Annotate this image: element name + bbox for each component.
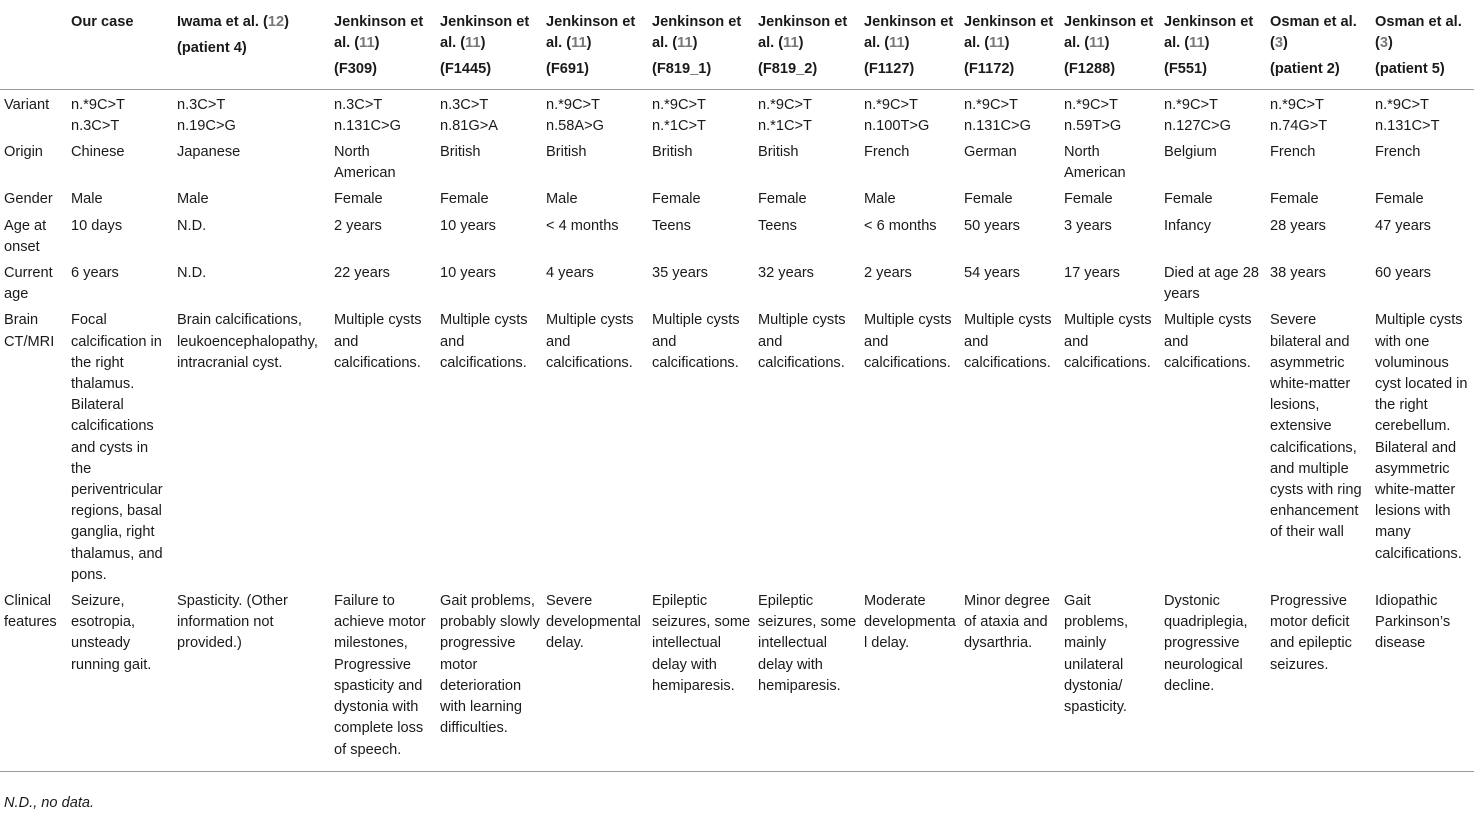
- column-header-subtitle: (patient 5): [1375, 61, 1445, 78]
- table-cell: Multiple cysts and calcifications.: [758, 312, 846, 371]
- table-cell: n.59T>G: [1064, 117, 1122, 134]
- column-header-title: Osman et al. (: [1375, 14, 1462, 52]
- table-cell: French: [1375, 144, 1421, 161]
- table-cell: n.*9C>T: [1064, 96, 1118, 113]
- table-cell: Minor degree of ataxia and dysarthria.: [964, 593, 1050, 652]
- table-cell: n.*9C>T: [71, 96, 125, 113]
- table-cell: Multiple cysts with one voluminous cyst located in the right cerebellum. Bilateral and asymmetric white-matter lesions with many calcifications.: [1375, 312, 1468, 562]
- table-cell: n.*9C>T: [758, 96, 812, 113]
- table-cell: n.3C>T: [177, 96, 226, 113]
- column-header-title: Jenkinson et al. (: [546, 14, 636, 52]
- table-cell: 6 years: [71, 265, 119, 282]
- table-cell: 10 years: [440, 217, 496, 234]
- column-header-title: Osman et al. (: [1270, 14, 1357, 52]
- table-cell: n.3C>T: [334, 96, 383, 113]
- table-cell: Multiple cysts and calcifications.: [334, 312, 422, 371]
- reference-link[interactable]: 11: [1189, 35, 1205, 52]
- table-cell: Progressive motor deficit and epileptic seizures.: [1270, 593, 1352, 673]
- reference-close: ): [692, 35, 698, 52]
- table-cell: North American: [334, 144, 396, 182]
- column-header: [67, 4, 173, 89]
- table-cell: French: [1270, 144, 1316, 161]
- table-cell: Gait problems, mainly unilateral dystonia/ spasticity.: [1064, 593, 1129, 716]
- table-cell: 50 years: [964, 217, 1020, 234]
- table-cell: 60 years: [1375, 265, 1431, 282]
- table-cell: < 6 months: [864, 217, 937, 234]
- table-cell: n.19C>G: [177, 117, 236, 134]
- table-cell: n.*9C>T: [1375, 96, 1429, 113]
- column-header-subtitle: (patient 4): [177, 40, 247, 57]
- table-cell: Teens: [758, 217, 797, 234]
- table-cell: Female: [758, 191, 807, 208]
- reference-link[interactable]: 3: [1274, 35, 1283, 52]
- table-cell: n.58A>G: [546, 117, 605, 134]
- column-header-subtitle: (patient 2): [1270, 61, 1340, 78]
- reference-link[interactable]: 11: [783, 35, 799, 52]
- table-cell: Focal calcification in the right thalamus. Bilateral calcifications and cysts in the periventricular regions, basal ganglia, right thalamus, and pons.: [71, 312, 163, 583]
- table-cell: n.74G>T: [1270, 117, 1328, 134]
- table-cell: Epileptic seizures, some intellectual delay with hemiparesis.: [652, 593, 751, 694]
- table-cell: 2 years: [334, 217, 382, 234]
- table-row: [0, 305, 1474, 586]
- table-cell: Multiple cysts and calcifications.: [652, 312, 740, 371]
- table-cell: Dystonic quadriplegia, progressive neurological decline.: [1164, 593, 1248, 694]
- column-header: [860, 4, 960, 89]
- table-cell: Male: [71, 191, 103, 208]
- table-cell: Male: [546, 191, 578, 208]
- table-cell: 28 years: [1270, 217, 1326, 234]
- table-cell: 32 years: [758, 265, 814, 282]
- reference-close: ): [374, 35, 380, 52]
- column-header-title: Jenkinson et al. (: [964, 14, 1054, 52]
- table-cell: Female: [440, 191, 489, 208]
- table-cell: 22 years: [334, 265, 390, 282]
- table-cell: n.*9C>T: [864, 96, 918, 113]
- reference-close: ): [1004, 35, 1010, 52]
- reference-close: ): [1283, 35, 1288, 52]
- reference-close: ): [586, 35, 592, 52]
- column-header: [754, 4, 860, 89]
- table-cell: British: [546, 144, 587, 161]
- table-cell: Chinese: [71, 144, 125, 161]
- table-cell: 35 years: [652, 265, 708, 282]
- table-cell: Multiple cysts and calcifications.: [1164, 312, 1252, 371]
- reference-link[interactable]: 12: [267, 14, 285, 30]
- table-cell: Female: [1375, 191, 1424, 208]
- table-cell: n.100T>G: [864, 117, 930, 134]
- column-header: [1371, 4, 1474, 89]
- table-row: [0, 184, 1474, 210]
- column-header: [173, 4, 330, 89]
- row-label: Origin: [4, 144, 43, 161]
- row-label: [0, 116, 67, 137]
- table-cell: British: [758, 144, 799, 161]
- column-header: [1266, 4, 1371, 89]
- column-header: [960, 4, 1060, 89]
- table-cell: Female: [1064, 191, 1113, 208]
- reference-link[interactable]: 11: [571, 35, 587, 52]
- column-header: [1160, 4, 1266, 89]
- table-cell: n.81G>A: [440, 117, 499, 134]
- reference-close: ): [1204, 35, 1210, 52]
- table-cell: Died at age 28 years: [1164, 265, 1259, 303]
- table-cell: 2 years: [864, 265, 912, 282]
- column-header-subtitle: (F819_1): [652, 61, 712, 78]
- column-header: [648, 4, 754, 89]
- table-cell: n.*9C>T: [1270, 96, 1324, 113]
- table-cell: British: [440, 144, 481, 161]
- table-cell: n.3C>T: [71, 117, 120, 134]
- header-corner: [0, 4, 67, 89]
- table-cell: Japanese: [177, 144, 241, 161]
- table-row: [0, 211, 1474, 258]
- table-cell: Multiple cysts and calcifications.: [964, 312, 1052, 371]
- table-cell: 10 years: [440, 265, 496, 282]
- reference-close: ): [480, 35, 486, 52]
- table-cell: 4 years: [546, 265, 594, 282]
- table-cell: Infancy: [1164, 217, 1212, 234]
- table-cell: Moderate developmental delay.: [864, 593, 956, 652]
- column-header-title: Jenkinson et al. (: [758, 14, 848, 52]
- column-header-subtitle: (F819_2): [758, 61, 818, 78]
- table-cell: Teens: [652, 217, 691, 234]
- table-cell: Female: [334, 191, 383, 208]
- table-cell: Female: [1164, 191, 1213, 208]
- table-row: [0, 258, 1474, 305]
- row-label: Variant: [4, 96, 50, 113]
- table-cell: n.*9C>T: [964, 96, 1018, 113]
- column-header-subtitle: (F691): [546, 61, 589, 78]
- patient-comparison-table: [0, 4, 1474, 772]
- row-label: Clinical features: [4, 593, 57, 631]
- column-header: [542, 4, 648, 89]
- table-footnote: N.D., no data.: [4, 795, 95, 811]
- table-row: [0, 89, 1474, 116]
- reference-close: ): [904, 35, 910, 52]
- table-cell: Brain calcifications, leukoencephalopathy, intracranial cyst.: [177, 312, 318, 371]
- table-cell: < 4 months: [546, 217, 619, 234]
- column-header-title: Jenkinson et al. (: [1064, 14, 1154, 52]
- table-cell: Severe bilateral and asymmetric white-matter lesions, extensive calcifications, and multiple cysts with ring enhancement of their wall: [1270, 312, 1362, 541]
- column-header: [436, 4, 542, 89]
- column-header-title: Iwama et al. (: [177, 14, 268, 30]
- table-cell: German: [964, 144, 1017, 161]
- column-header-title: Our case: [71, 14, 134, 30]
- table-cell: n.*1C>T: [758, 117, 812, 134]
- table-cell: Multiple cysts and calcifications.: [546, 312, 634, 371]
- table-row: [0, 137, 1474, 184]
- table-row: [0, 586, 1474, 771]
- table-cell: n.*9C>T: [1164, 96, 1218, 113]
- table-cell: n.131C>G: [964, 117, 1031, 134]
- reference-close: ): [284, 14, 289, 30]
- column-header-subtitle: (F309): [334, 61, 377, 78]
- column-header-title: Jenkinson et al. (: [864, 14, 954, 52]
- table-cell: Female: [964, 191, 1013, 208]
- table-cell: British: [652, 144, 693, 161]
- table-cell: Male: [864, 191, 896, 208]
- reference-link[interactable]: 11: [677, 35, 693, 52]
- row-label: Current age: [4, 265, 53, 303]
- table-cell: 17 years: [1064, 265, 1120, 282]
- reference-link[interactable]: 3: [1379, 35, 1388, 52]
- table-cell: 3 years: [1064, 217, 1112, 234]
- table-header-row: [0, 4, 1474, 89]
- reference-link[interactable]: 11: [1089, 35, 1105, 52]
- column-header-subtitle: (F1288): [1064, 61, 1116, 78]
- table-cell: Idiopathic Parkinson’s disease: [1375, 593, 1451, 652]
- row-label: Gender: [4, 191, 53, 208]
- reference-link[interactable]: 11: [889, 35, 905, 52]
- table-cell: n.*1C>T: [652, 117, 706, 134]
- table-cell: n.131C>G: [334, 117, 401, 134]
- table-cell: Belgium: [1164, 144, 1217, 161]
- column-header-title: Jenkinson et al. (: [440, 14, 530, 52]
- table-cell: Female: [1270, 191, 1319, 208]
- reference-close: ): [798, 35, 804, 52]
- table-cell: Female: [652, 191, 701, 208]
- table-cell: n.127C>G: [1164, 117, 1231, 134]
- table-cell: n.131C>T: [1375, 117, 1440, 134]
- table-cell: Epileptic seizures, some intellectual delay with hemiparesis.: [758, 593, 857, 694]
- reference-close: ): [1388, 35, 1393, 52]
- column-header-title: Jenkinson et al. (: [1164, 14, 1254, 52]
- column-header-subtitle: (F1172): [964, 61, 1015, 78]
- column-header-subtitle: (F551): [1164, 61, 1207, 78]
- reference-close: ): [1104, 35, 1110, 52]
- table-cell: Multiple cysts and calcifications.: [440, 312, 528, 371]
- column-header-subtitle: (F1127): [864, 61, 915, 78]
- table-body: [0, 89, 1474, 771]
- table-cell: n.*9C>T: [652, 96, 706, 113]
- table-cell: Multiple cysts and calcifications.: [1064, 312, 1152, 371]
- table-cell: Gait problems, probably slowly progressive motor deterioration with learning difficulties.: [440, 593, 540, 737]
- table-cell: N.D.: [177, 265, 207, 282]
- column-header: [1060, 4, 1160, 89]
- row-label: Age at onset: [4, 217, 47, 255]
- column-header-title: Jenkinson et al. (: [334, 14, 424, 52]
- table-cell: Multiple cysts and calcifications.: [864, 312, 952, 371]
- table-cell: Spasticity. (Other information not provided.): [177, 593, 288, 652]
- table-cell: N.D.: [177, 217, 207, 234]
- column-header-subtitle: (F1445): [440, 61, 492, 78]
- reference-link[interactable]: 11: [465, 35, 481, 52]
- column-header: [330, 4, 436, 89]
- table-cell: n.*9C>T: [546, 96, 600, 113]
- row-label: Brain CT/MRI: [4, 312, 55, 350]
- reference-link[interactable]: 11: [989, 35, 1005, 52]
- table-cell: Failure to achieve motor milestones, Progressive spasticity and dystonia with complete loss of speech.: [334, 593, 426, 758]
- table-cell: Seizure, esotropia, unsteady running gait.: [71, 593, 152, 673]
- table-cell: 54 years: [964, 265, 1020, 282]
- reference-link[interactable]: 11: [359, 35, 375, 52]
- column-header-title: Jenkinson et al. (: [652, 14, 742, 52]
- table-cell: n.3C>T: [440, 96, 489, 113]
- table-cell: 47 years: [1375, 217, 1431, 234]
- table-cell: 10 days: [71, 217, 123, 234]
- table-cell: Male: [177, 191, 209, 208]
- table-cell: 38 years: [1270, 265, 1326, 282]
- table-row: [0, 116, 1474, 137]
- table-cell: Severe developmental delay.: [546, 593, 641, 652]
- table-cell: French: [864, 144, 910, 161]
- table-cell: North American: [1064, 144, 1126, 182]
